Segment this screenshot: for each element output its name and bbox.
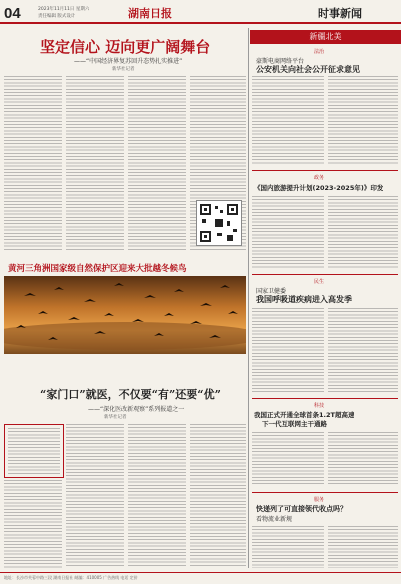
editor-line: 责任编辑 版式设计 xyxy=(38,14,76,19)
brief-subtitle-life: 我国呼吸道疾病进入高发季 xyxy=(256,295,352,304)
brief-title-law: 豪斯电商网络平台 xyxy=(256,58,305,65)
footer-rule xyxy=(0,572,401,573)
page-number: 04 xyxy=(4,5,21,22)
brief-body-law-a xyxy=(252,76,324,164)
brief-subtitle-service: 看物流业新规 xyxy=(256,516,293,523)
brief-body-life-b xyxy=(328,308,398,392)
brief-title-gov: 《国内旅游提升计划(2023-2025年)》印发 xyxy=(254,184,384,192)
brief-body-service-b xyxy=(328,526,398,568)
brief-body-law-b xyxy=(328,76,398,164)
masthead-rule xyxy=(0,22,401,24)
main-article-subtitle: ——“中国经济界复苏回升态势扎实推进” xyxy=(74,58,183,65)
brief-body-gov-b xyxy=(328,196,398,268)
main-article-col3 xyxy=(128,76,186,252)
brief-divider-4 xyxy=(252,492,398,493)
brief-tag-law: 法治 xyxy=(314,49,325,55)
brief-subtitle-law: 公安机关向社会公开征求意见 xyxy=(256,65,360,74)
brief-divider-3 xyxy=(252,398,398,399)
bird-photo xyxy=(4,276,246,354)
brief-body-service-a xyxy=(252,526,324,568)
date-line: 2023年11月11日 星期六 xyxy=(38,7,90,12)
second-article-col1 xyxy=(4,480,62,568)
qr-code xyxy=(196,200,242,246)
main-article-title: 坚定信心 迈向更广阔舞台 xyxy=(40,38,211,56)
brief-divider-1 xyxy=(252,170,398,171)
brief-tag-tech: 科技 xyxy=(314,403,325,409)
second-article-col3 xyxy=(128,424,186,568)
brief-tag-service: 服务 xyxy=(314,497,325,503)
main-article-col1 xyxy=(4,76,62,252)
brief-body-life-a xyxy=(252,308,324,392)
paper-logo: 湖南日报 xyxy=(128,7,172,20)
brief-tag-gov: 政务 xyxy=(314,175,325,181)
second-article-byline: 新华社记者 xyxy=(104,415,127,420)
second-article-col4 xyxy=(190,424,246,568)
photo-caption-title: 黄河三角洲国家级自然保护区迎来大批越冬候鸟 xyxy=(8,264,187,274)
second-article-col2 xyxy=(66,424,124,568)
second-article-title: “家门口”就医，不仅要“有”还要“优” xyxy=(40,388,221,401)
brief-body-tech-a xyxy=(252,432,324,486)
editor-note-box xyxy=(4,424,64,478)
brief-title-service: 快递列了可直接领代收点吗？ xyxy=(256,505,347,513)
second-article-subtitle: ——“深化医改新观察”系列报道之一 xyxy=(88,406,185,413)
brief-body-tech-b xyxy=(328,432,398,486)
brief-subtitle-tech: 下一代互联网主干通路 xyxy=(262,420,327,428)
brief-body-gov-a xyxy=(252,196,324,268)
brief-tag-life: 民生 xyxy=(314,279,325,285)
main-article-byline: 新华社记者 xyxy=(112,67,135,72)
brief-title-life: 国家卫健委 xyxy=(256,288,287,295)
brief-title-tech: 我国正式开通全球首条1.2T超高速 xyxy=(254,411,355,419)
column-divider xyxy=(248,28,249,568)
brief-divider-2 xyxy=(252,274,398,275)
section-name: 时事新闻 xyxy=(318,7,362,20)
footer-text: 地址：长沙市芙蓉中路三段 湖南日报社 邮编：410005 广告热线 电话 定价 xyxy=(4,575,138,580)
news-banner: 新疆北美 xyxy=(250,30,401,44)
main-article-col2 xyxy=(66,76,124,252)
